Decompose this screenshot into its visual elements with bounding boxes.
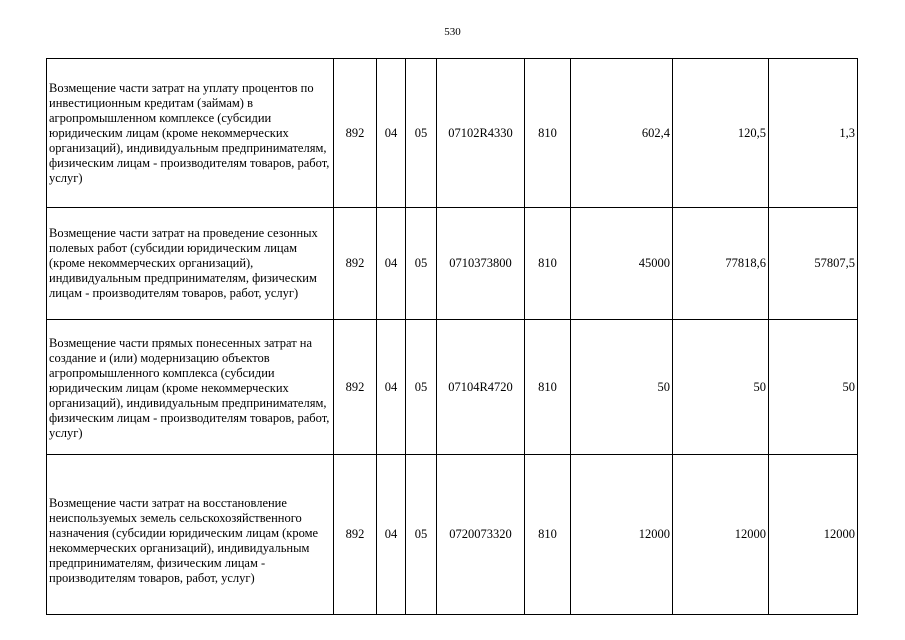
- amount-3-cell: 57807,5: [769, 208, 858, 320]
- expense-name-cell: Возмещение части прямых понесенных затрат на создание и (или) модернизацию объектов агропромышленного комплекса (субсидии юридическим лицам (кроме некоммерческих организаций), индивидуальным предпринимателям, физическим лицам - производителям товаров, работ, услуг): [47, 320, 334, 455]
- amount-1-cell: 45000: [571, 208, 673, 320]
- expense-name-cell: Возмещение части затрат на проведение сезонных полевых работ (субсидии юридическим лицам (кроме некоммерческих организаций), индивидуальным предпринимателям, физическим лицам - производителям товаров, работ, услуг): [47, 208, 334, 320]
- ministry-code-cell: 892: [334, 455, 377, 615]
- target-article-cell: 07102R4330: [437, 59, 525, 208]
- amount-3-cell: 12000: [769, 455, 858, 615]
- expense-name-cell: Возмещение части затрат на уплату процентов по инвестиционным кредитам (займам) в агропромышленном комплексе (субсидии юридическим лицам (кроме некоммерческих организаций), индивидуальным предпринимателям, физическим лицам - производителям товаров, работ, услуг): [47, 59, 334, 208]
- section-code-cell: 04: [377, 208, 406, 320]
- amount-2-cell: 77818,6: [673, 208, 769, 320]
- section-code-cell: 04: [377, 59, 406, 208]
- subsection-code-cell: 05: [406, 320, 437, 455]
- target-article-cell: 0720073320: [437, 455, 525, 615]
- subsection-code-cell: 05: [406, 59, 437, 208]
- amount-1-cell: 50: [571, 320, 673, 455]
- amount-3-cell: 50: [769, 320, 858, 455]
- expense-type-cell: 810: [525, 320, 571, 455]
- budget-table: [46, 58, 858, 615]
- expense-name-cell: Возмещение части затрат на восстановление неиспользуемых земель сельскохозяйственного назначения (субсидии юридическим лицам (кроме некоммерческих организаций), индивидуальным предпринимателям, физическим лицам - производителям товаров, работ, услуг): [47, 455, 334, 615]
- expense-type-cell: 810: [525, 59, 571, 208]
- target-article-cell: 0710373800: [437, 208, 525, 320]
- ministry-code-cell: 892: [334, 208, 377, 320]
- amount-3-cell: 1,3: [769, 59, 858, 208]
- target-article-cell: 07104R4720: [437, 320, 525, 455]
- amount-1-cell: 602,4: [571, 59, 673, 208]
- table-row: [47, 320, 858, 455]
- subsection-code-cell: 05: [406, 208, 437, 320]
- expense-type-cell: 810: [525, 208, 571, 320]
- page-number: 530: [444, 26, 461, 38]
- table-row: [47, 59, 858, 208]
- amount-2-cell: 120,5: [673, 59, 769, 208]
- subsection-code-cell: 05: [406, 455, 437, 615]
- table-row: [47, 455, 858, 615]
- amount-1-cell: 12000: [571, 455, 673, 615]
- ministry-code-cell: 892: [334, 59, 377, 208]
- section-code-cell: 04: [377, 320, 406, 455]
- section-code-cell: 04: [377, 455, 406, 615]
- expense-type-cell: 810: [525, 455, 571, 615]
- amount-2-cell: 50: [673, 320, 769, 455]
- table-row: [47, 208, 858, 320]
- ministry-code-cell: 892: [334, 320, 377, 455]
- amount-2-cell: 12000: [673, 455, 769, 615]
